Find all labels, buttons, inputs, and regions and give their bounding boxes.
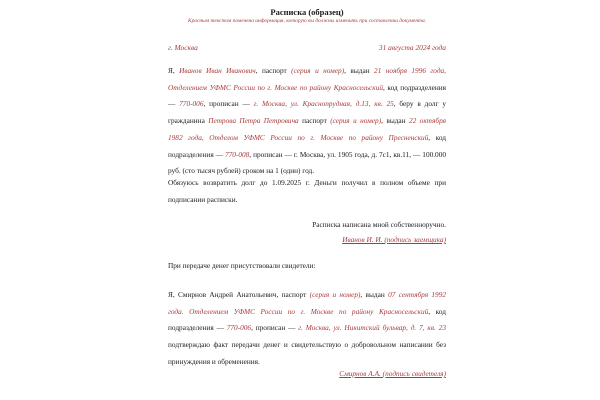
borrower-name: Иванов Иван Иванович bbox=[179, 66, 256, 75]
text: , прописан — bbox=[203, 99, 254, 109]
issue-info: 21 ноября 1996 года, Отделением УФМС России по г. Москве по району Красносельский bbox=[168, 66, 446, 92]
text: , код подразделения — bbox=[168, 132, 446, 159]
borrower-paragraph bbox=[168, 63, 446, 180]
text: , выдан bbox=[344, 66, 375, 75]
witness-issue-info: 07 сентября 1992 года. Отделением УФМС России по г. Москве по району Красносельский bbox=[168, 290, 446, 316]
lender-name: Петрова Петра Петровича bbox=[208, 116, 299, 126]
date: 31 августа 2024 года bbox=[378, 43, 446, 52]
text: , прописан — г. Москва, ул. 1905 года, д. 7с1, кв.11, — 100.000 руб. (сто тысяч рублей) сроком на 1 (один) год. bbox=[168, 149, 447, 176]
document-title: Расписка (образец) bbox=[270, 7, 344, 17]
division-code: 770-008 bbox=[224, 149, 250, 159]
witnesses-intro: При передаче денег присутствовали свидетели: bbox=[168, 261, 316, 270]
text: паспорт bbox=[298, 116, 331, 126]
instruction-note: Красным текстом помечена информация, которую вы должны изменить при составлении документа. bbox=[187, 18, 426, 24]
passport-placeholder: (серия и номер) bbox=[330, 116, 382, 126]
text: , код подразделения — bbox=[168, 82, 446, 109]
witness-paragraph bbox=[168, 287, 446, 371]
text: , код подразделения — bbox=[168, 306, 446, 333]
passport-placeholder: (серия и номер) bbox=[309, 290, 361, 299]
witness-address: г. Москва, ул. Никитский бульвар, д. 7, кв. 23 bbox=[298, 323, 447, 333]
division-code: 770-006 bbox=[179, 99, 204, 109]
division-code: 770-006 bbox=[226, 323, 252, 333]
text: , паспорт bbox=[255, 66, 292, 75]
passport-placeholder: (серия и номер) bbox=[291, 66, 345, 75]
city: г. Москва bbox=[168, 43, 198, 52]
witness-signature: Смирнов А.А. (подпись свидетеля) bbox=[339, 369, 446, 378]
text: подтверждаю факт передачи денег и свидетельствую о добровольном написании без принуждения и обременения. bbox=[168, 340, 446, 366]
borrower-address: г. Москва, ул. Краснопрудная, д.13, кв. 25 bbox=[253, 99, 394, 109]
text: , выдан bbox=[381, 116, 409, 126]
text: , выдан bbox=[360, 290, 389, 299]
borrower-signature: Иванов И. И. (подпись заемщика) bbox=[342, 235, 446, 244]
handwritten-note: Расписка написана мной собственноручно. bbox=[312, 220, 446, 229]
text: , беру в долг у гражданина bbox=[168, 99, 446, 126]
text: , прописан — bbox=[251, 323, 299, 333]
lender-issue-info: 22 октября 1982 года, Отделом УФМС России по г. Москве по району Пресненский bbox=[168, 116, 447, 142]
text: Я, Смирнов Андрей Анатольевич, паспорт bbox=[168, 290, 310, 299]
repayment-paragraph: Обязуюсь возвратить долг до 1.09.2025 г. Деньги получил в полном объеме при подписании расписки. bbox=[168, 178, 446, 204]
text: Я, bbox=[168, 66, 180, 75]
